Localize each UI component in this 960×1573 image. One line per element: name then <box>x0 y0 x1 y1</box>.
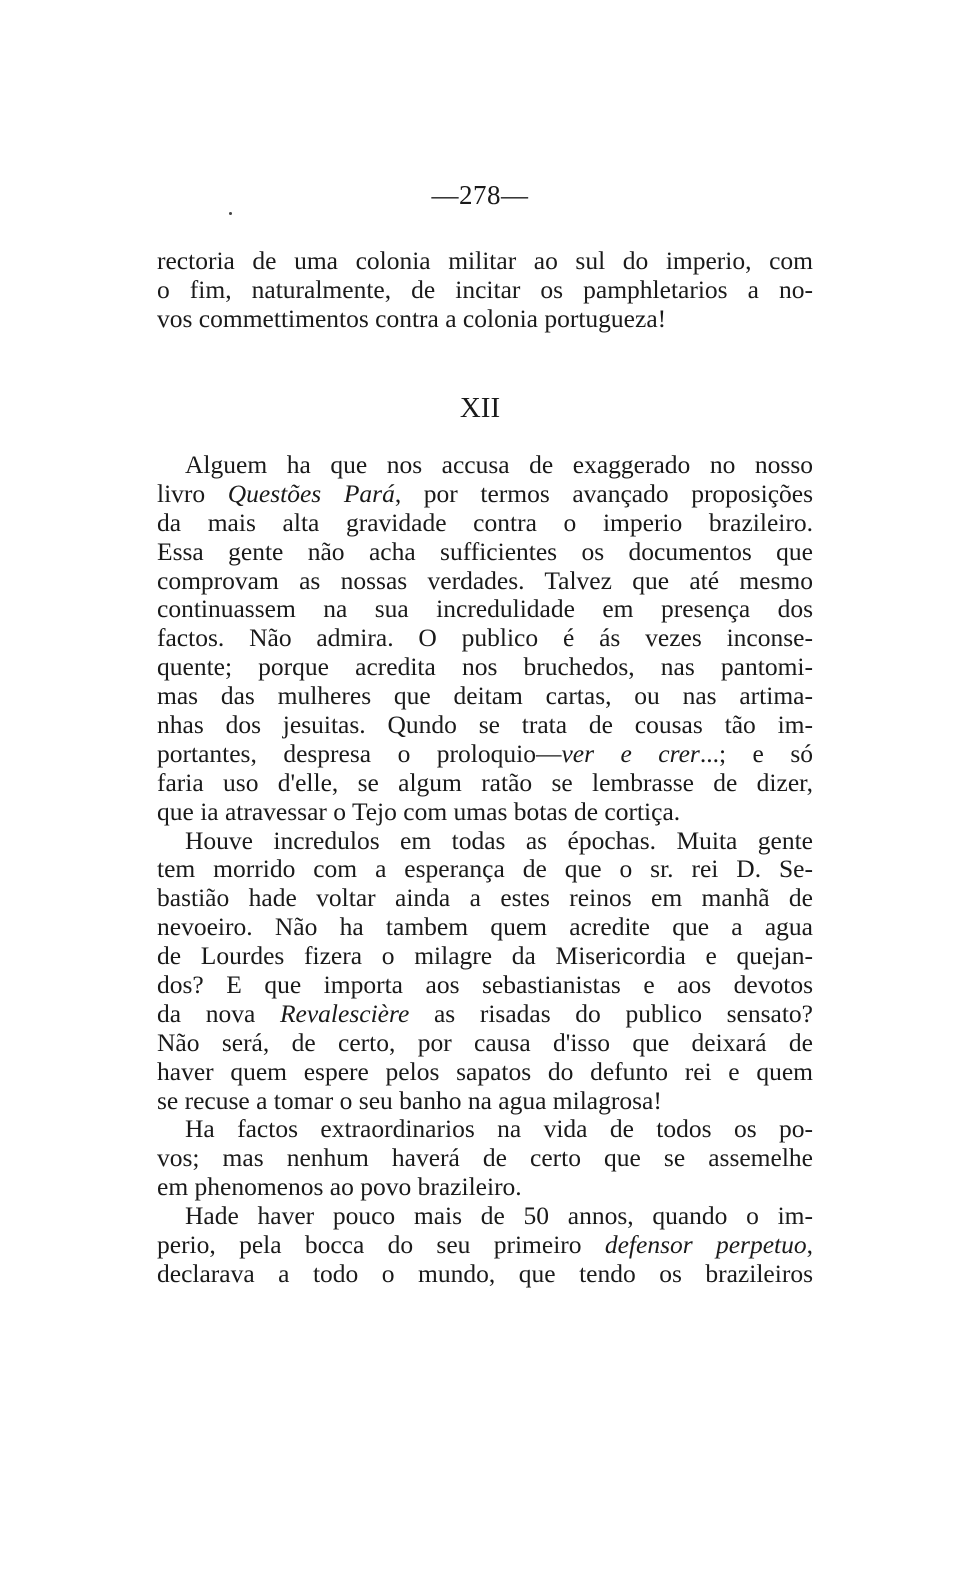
text-line <box>157 682 813 711</box>
line-text-after: , por termos avançado proposições <box>394 478 814 508</box>
section-heading: XII <box>459 392 501 424</box>
text-line <box>157 538 813 567</box>
text-line <box>157 480 813 509</box>
line-text: bastião hade voltar ainda a estes reinos em manhã de <box>157 883 813 913</box>
text-line <box>157 913 813 942</box>
line-text: portantes, despresa o proloquio— <box>157 738 562 768</box>
line-text-after: ...; e só <box>699 738 814 768</box>
line-text: que ia atravessar o Tejo com umas botas de cortiça. <box>157 796 681 826</box>
text-line <box>157 769 813 798</box>
line-text: nhas dos jesuitas. Qundo se trata de cousas tão im- <box>157 710 813 740</box>
line-text: Não será, de certo, por causa d'isso que deixará de <box>157 1027 813 1057</box>
text-line: rectoria de uma colonia militar ao sul do imperio, com <box>157 246 813 275</box>
line-text: Essa gente não acha sufficientes os documentos que <box>157 536 813 566</box>
line-text: em phenomenos ao povo brazileiro. <box>157 1172 522 1202</box>
line-text: livro <box>157 478 228 508</box>
line-text: dos? E que importa aos sebastianistas e aos devotos <box>157 970 813 1000</box>
italic-phrase: Revalescière <box>279 998 410 1028</box>
line-text: faria uso d'elle, se algum ratão se lembrasse de dizer, <box>157 767 813 797</box>
text-line <box>157 855 813 884</box>
text-line <box>157 711 813 740</box>
line-text: Alguem ha que nos accusa de exaggerado no nosso <box>185 450 813 479</box>
line-text: da nova <box>157 998 280 1028</box>
text-line <box>157 567 813 596</box>
line-text: Ha factos extraordinarios na vida de todos os po- <box>185 1114 813 1144</box>
line-text: declarava a todo o mundo, que tendo os brazileiros <box>157 1258 813 1288</box>
line-text: Hade haver pouco mais de 50 annos, quando o im- <box>185 1201 813 1231</box>
text-line <box>157 1173 813 1202</box>
text-line <box>157 509 813 538</box>
line-text: continuassem na sua incredulidade em presença dos <box>157 594 813 624</box>
line-text: da mais alta gravidade contra o imperio brazileiro. <box>157 507 813 537</box>
text-line: o fim, naturalmente, de incitar os pamphletarios a no- <box>157 274 813 304</box>
text-line <box>157 1260 813 1289</box>
opening-paragraph <box>157 247 813 334</box>
line-text: mas das mulheres que deitam cartas, ou nas artima- <box>157 681 813 711</box>
text-line <box>157 1087 813 1116</box>
text-line <box>157 942 813 971</box>
section-body <box>157 451 813 1289</box>
line-text: perio, pela bocca do seu primeiro <box>157 1230 605 1260</box>
text-line <box>157 1115 813 1144</box>
line-text-after: , <box>806 1230 813 1260</box>
text-line <box>157 1058 813 1087</box>
line-text: nevoeiro. Não ha tambem quem acredite que a agua <box>157 912 813 942</box>
text-line <box>157 1231 813 1260</box>
line-text: quente; porque acredita nos bruchedos, nas pantomi- <box>157 652 813 682</box>
line-text: se recuse a tomar o seu banho na agua milagrosa! <box>157 1085 662 1115</box>
line-text: Houve incredulos em todas as épochas. Muita gente <box>185 825 813 855</box>
line-text: vos; mas nenhum haverá de certo que se assemelhe <box>157 1143 813 1173</box>
text-line <box>157 740 813 769</box>
text-line <box>157 653 813 682</box>
line-text: haver quem espere pelos sapatos do defunto rei e quem <box>157 1056 813 1086</box>
line-text: comprovam as nossas verdades. Talvez que até mesmo <box>157 565 813 595</box>
italic-phrase: Questões Pará <box>227 478 395 508</box>
line-text: de Lourdes fizera o milagre da Misericordia e quejan- <box>157 941 813 971</box>
print-speck <box>229 212 232 215</box>
italic-phrase: defensor perpetuo <box>604 1230 807 1260</box>
page-number: —278— <box>431 180 529 210</box>
text-line <box>157 798 813 827</box>
line-text-after: as risadas do publico sensato? <box>409 998 813 1028</box>
line-text: tem morrido com a esperança de que o sr. rei D. Se- <box>157 854 813 884</box>
text-line <box>157 1202 813 1231</box>
line-text: factos. Não admira. O publico é ás vezes inconse- <box>157 623 813 653</box>
text-line <box>157 827 813 856</box>
text-line <box>157 1144 813 1173</box>
text-line <box>157 451 813 480</box>
text-line <box>157 1029 813 1058</box>
text-line <box>157 971 813 1000</box>
text-line <box>157 884 813 913</box>
italic-phrase: ver e crer <box>561 738 700 768</box>
text-line <box>157 624 813 653</box>
text-line <box>157 1000 813 1029</box>
text-line <box>157 595 813 624</box>
text-line: vos commettimentos contra a colonia portugueza! <box>157 303 667 333</box>
